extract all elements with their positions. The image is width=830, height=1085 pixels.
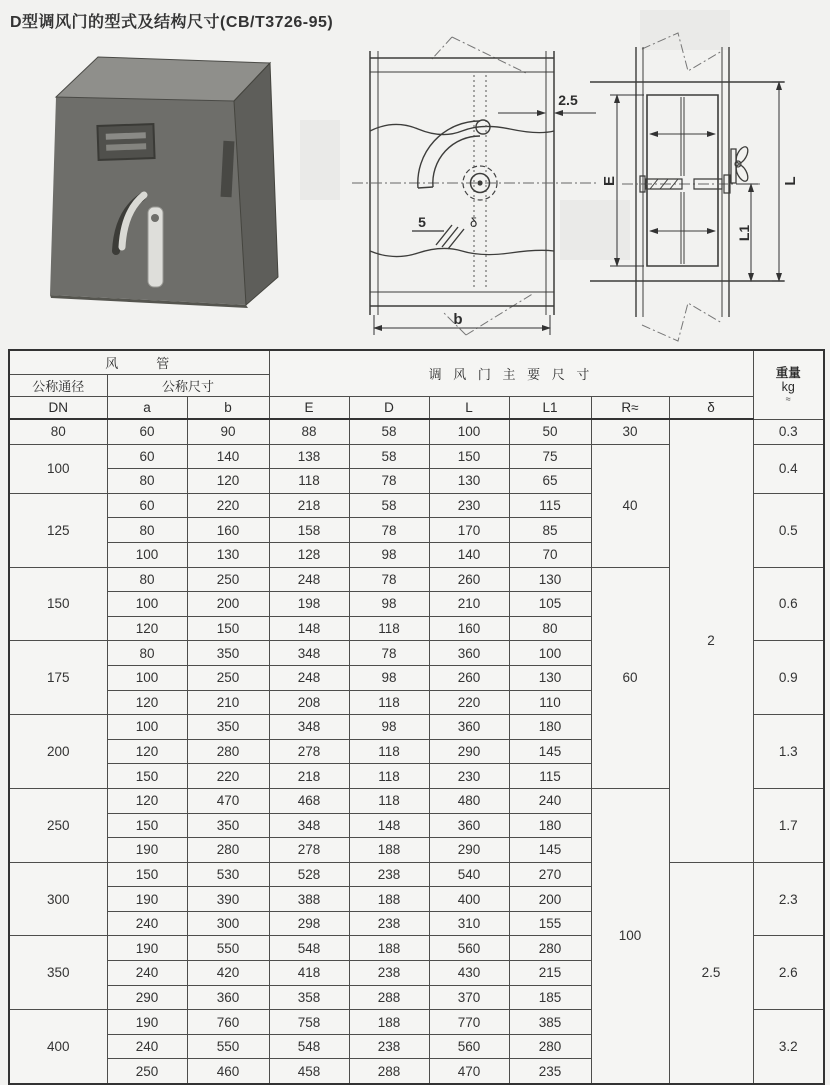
table-cell: 170	[429, 518, 509, 543]
table-cell: 90	[187, 419, 269, 444]
table-header	[9, 350, 824, 419]
damper-photo	[36, 45, 306, 315]
col-header-delta: δ	[669, 397, 753, 420]
table-cell: 290	[107, 985, 187, 1010]
table-cell: 240	[107, 911, 187, 936]
table-cell: 350	[9, 936, 107, 1010]
table-cell: 100	[107, 715, 187, 740]
table-cell: 100	[107, 542, 187, 567]
table-cell: 2.6	[753, 936, 824, 1010]
table-cell: 190	[107, 838, 187, 863]
table-cell: 145	[509, 838, 591, 863]
table-cell: 100	[9, 444, 107, 493]
dim-thickness-label: 2.5	[558, 92, 578, 108]
header-duct: 风 管	[9, 350, 269, 375]
table-cell: 400	[9, 1010, 107, 1084]
table-body	[9, 419, 824, 1084]
table-cell: 50	[509, 419, 591, 444]
table-cell: 238	[349, 961, 429, 986]
table-cell: 420	[187, 961, 269, 986]
table-cell: 100	[591, 788, 669, 1084]
table-cell: 220	[187, 493, 269, 518]
dim-E-label: E	[601, 175, 618, 187]
dim-b-label: b	[453, 311, 463, 328]
table-cell: 348	[269, 641, 349, 666]
table-cell: 550	[187, 1034, 269, 1059]
table-cell: 238	[349, 911, 429, 936]
col-header-dn: DN	[9, 397, 107, 420]
table-cell: 250	[187, 567, 269, 592]
table-cell: 298	[269, 911, 349, 936]
table-cell: 160	[429, 616, 509, 641]
table-cell: 180	[509, 715, 591, 740]
table-cell: 200	[9, 715, 107, 789]
table-cell: 218	[269, 493, 349, 518]
table-cell: 118	[349, 616, 429, 641]
table-cell: 215	[509, 961, 591, 986]
table-cell: 128	[269, 542, 349, 567]
table-cell: 185	[509, 985, 591, 1010]
table-cell: 480	[429, 788, 509, 813]
table-cell: 78	[349, 567, 429, 592]
table-cell: 260	[429, 567, 509, 592]
photo-name-plate	[97, 124, 154, 160]
table-cell: 458	[269, 1059, 349, 1084]
table-cell: 360	[429, 715, 509, 740]
table-cell: 198	[269, 592, 349, 617]
col-header-L1: L1	[509, 397, 591, 420]
table-cell: 150	[107, 813, 187, 838]
table-cell: 130	[509, 567, 591, 592]
table-cell: 238	[349, 1034, 429, 1059]
weight-approx: ≈	[785, 393, 791, 404]
table-cell: 118	[269, 469, 349, 494]
table-cell: 360	[187, 985, 269, 1010]
table-cell: 40	[591, 444, 669, 567]
table-cell: 0.6	[753, 567, 824, 641]
header-main-dims: 调 风 门 主 要 尺 寸	[269, 350, 753, 397]
table-cell: 548	[269, 1034, 349, 1059]
table-cell: 240	[107, 961, 187, 986]
table-cell: 250	[107, 1059, 187, 1084]
table-cell: 770	[429, 1010, 509, 1035]
table-cell: 230	[429, 764, 509, 789]
table-cell: 278	[269, 838, 349, 863]
col-header-L: L	[429, 397, 509, 420]
photo-top-face	[56, 57, 270, 101]
table-cell: 125	[9, 493, 107, 567]
table-cell: 175	[9, 641, 107, 715]
table-cell: 65	[509, 469, 591, 494]
table-cell: 118	[349, 690, 429, 715]
table-cell: 80	[107, 641, 187, 666]
table-cell: 80	[9, 419, 107, 444]
table-cell: 235	[509, 1059, 591, 1084]
dimension-table	[8, 349, 825, 1085]
table-cell: 78	[349, 469, 429, 494]
table-cell: 98	[349, 592, 429, 617]
side-view-drawing	[586, 31, 830, 345]
table-cell: 280	[509, 936, 591, 961]
dim-L1-label: L1	[736, 224, 752, 242]
table-cell: 300	[9, 862, 107, 936]
table-cell: 100	[429, 419, 509, 444]
weight-unit: kg	[781, 379, 795, 394]
table-cell: 30	[591, 419, 669, 444]
col-header-R: R≈	[591, 397, 669, 420]
table-cell: 105	[509, 592, 591, 617]
table-cell: 390	[187, 887, 269, 912]
table-cell: 100	[509, 641, 591, 666]
table-cell: 98	[349, 715, 429, 740]
table-cell: 85	[509, 518, 591, 543]
front-view-drawing	[346, 31, 602, 345]
table-cell: 348	[269, 715, 349, 740]
table-cell: 468	[269, 788, 349, 813]
table-cell: 150	[429, 444, 509, 469]
table-cell: 280	[509, 1034, 591, 1059]
dim-gap-label: 5	[418, 214, 426, 230]
table-cell: 400	[429, 887, 509, 912]
table-cell: 150	[107, 862, 187, 887]
table-cell: 118	[349, 788, 429, 813]
table-cell: 80	[509, 616, 591, 641]
table-cell: 528	[269, 862, 349, 887]
table-cell: 130	[509, 665, 591, 690]
header-dn-label: 公称通径	[9, 375, 107, 397]
table-cell: 2	[669, 419, 753, 862]
table-cell: 188	[349, 838, 429, 863]
table-cell: 138	[269, 444, 349, 469]
table-cell: 148	[269, 616, 349, 641]
table-cell: 130	[429, 469, 509, 494]
table-cell: 100	[107, 665, 187, 690]
table-cell: 238	[349, 862, 429, 887]
table-cell: 118	[349, 764, 429, 789]
table-cell: 248	[269, 665, 349, 690]
table-cell: 88	[269, 419, 349, 444]
table-cell: 155	[509, 911, 591, 936]
table-cell: 60	[107, 419, 187, 444]
table-cell: 1.3	[753, 715, 824, 789]
table-cell: 220	[187, 764, 269, 789]
table-cell: 460	[187, 1059, 269, 1084]
table-cell: 120	[187, 469, 269, 494]
table-cell: 358	[269, 985, 349, 1010]
table-cell: 2.5	[669, 862, 753, 1084]
table-cell: 58	[349, 493, 429, 518]
table-cell: 210	[429, 592, 509, 617]
table-cell: 0.9	[753, 641, 824, 715]
table-cell: 290	[429, 838, 509, 863]
table-cell: 3.2	[753, 1010, 824, 1084]
table-cell: 278	[269, 739, 349, 764]
table-cell: 140	[187, 444, 269, 469]
table-cell: 240	[107, 1034, 187, 1059]
table-cell: 2.3	[753, 862, 824, 936]
table-cell: 150	[107, 764, 187, 789]
table-cell: 200	[187, 592, 269, 617]
table-cell: 288	[349, 1059, 429, 1084]
figures-row	[0, 31, 830, 345]
table-row	[9, 419, 824, 444]
dim-L-label: L	[782, 176, 799, 186]
table-cell: 188	[349, 1010, 429, 1035]
table-cell: 98	[349, 542, 429, 567]
table-cell: 0.5	[753, 493, 824, 567]
table-cell: 360	[429, 641, 509, 666]
table-cell: 550	[187, 936, 269, 961]
table-cell: 230	[429, 493, 509, 518]
table-cell: 240	[509, 788, 591, 813]
table-cell: 190	[107, 936, 187, 961]
table-cell: 350	[187, 641, 269, 666]
table-cell: 190	[107, 887, 187, 912]
table-cell: 130	[187, 542, 269, 567]
table-cell: 430	[429, 961, 509, 986]
table-cell: 140	[429, 542, 509, 567]
table-cell: 60	[107, 444, 187, 469]
table-cell: 160	[187, 518, 269, 543]
table-cell: 560	[429, 1034, 509, 1059]
table-cell: 280	[187, 838, 269, 863]
table-cell: 218	[269, 764, 349, 789]
table-cell: 548	[269, 936, 349, 961]
page-title: D型调风门的型式及结构尺寸(CB/T3726-95)	[10, 14, 334, 31]
table-row	[9, 862, 824, 887]
table-cell: 270	[509, 862, 591, 887]
table-cell: 248	[269, 567, 349, 592]
table-cell: 360	[429, 813, 509, 838]
table-cell: 100	[107, 592, 187, 617]
header-weight	[753, 350, 824, 419]
table-cell: 760	[187, 1010, 269, 1035]
table-cell: 350	[187, 715, 269, 740]
table-cell: 115	[509, 764, 591, 789]
table-cell: 180	[509, 813, 591, 838]
table-cell: 370	[429, 985, 509, 1010]
table-cell: 75	[509, 444, 591, 469]
col-header-D: D	[349, 397, 429, 420]
table-cell: 120	[107, 690, 187, 715]
table-cell: 78	[349, 518, 429, 543]
table-cell: 530	[187, 862, 269, 887]
table-cell: 70	[509, 542, 591, 567]
table-cell: 80	[107, 567, 187, 592]
table-cell: 385	[509, 1010, 591, 1035]
table-cell: 250	[9, 788, 107, 862]
wing-nut	[731, 145, 750, 183]
table-cell: 98	[349, 665, 429, 690]
table-cell: 118	[349, 739, 429, 764]
table-cell: 220	[429, 690, 509, 715]
table-cell: 150	[9, 567, 107, 641]
table-cell: 260	[429, 665, 509, 690]
table-cell: 60	[107, 493, 187, 518]
table-cell: 200	[509, 887, 591, 912]
table-cell: 540	[429, 862, 509, 887]
col-header-E: E	[269, 397, 349, 420]
table-cell: 250	[187, 665, 269, 690]
table-cell: 60	[591, 567, 669, 788]
table-cell: 188	[349, 936, 429, 961]
table-cell: 148	[349, 813, 429, 838]
table-cell: 120	[107, 616, 187, 641]
table-cell: 300	[187, 911, 269, 936]
table-cell: 78	[349, 641, 429, 666]
table-cell: 418	[269, 961, 349, 986]
table-cell: 0.4	[753, 444, 824, 493]
table-cell: 120	[107, 739, 187, 764]
table-cell: 290	[429, 739, 509, 764]
table-cell: 758	[269, 1010, 349, 1035]
table-cell: 190	[107, 1010, 187, 1035]
table-cell: 1.7	[753, 788, 824, 862]
table-cell: 110	[509, 690, 591, 715]
col-header-a: a	[107, 397, 187, 420]
table-cell: 150	[187, 616, 269, 641]
weight-label: 重量	[775, 365, 801, 380]
table-cell: 158	[269, 518, 349, 543]
table-cell: 310	[429, 911, 509, 936]
col-header-b: b	[187, 397, 269, 420]
table-cell: 80	[107, 518, 187, 543]
header-size-label: 公称尺寸	[107, 375, 269, 397]
table-cell: 388	[269, 887, 349, 912]
table-cell: 470	[429, 1059, 509, 1084]
table-cell: 145	[509, 739, 591, 764]
table-cell: 80	[107, 469, 187, 494]
table-cell: 58	[349, 444, 429, 469]
table-cell: 0.3	[753, 419, 824, 444]
table-cell: 470	[187, 788, 269, 813]
dim-delta-label: δ	[470, 215, 478, 230]
table-cell: 120	[107, 788, 187, 813]
table-cell: 280	[187, 739, 269, 764]
table-cell: 208	[269, 690, 349, 715]
table-cell: 188	[349, 887, 429, 912]
table-cell: 58	[349, 419, 429, 444]
table-cell: 350	[187, 813, 269, 838]
handle-arc-slot	[418, 121, 480, 188]
table-cell: 288	[349, 985, 429, 1010]
table-cell: 115	[509, 493, 591, 518]
table-cell: 210	[187, 690, 269, 715]
table-cell: 560	[429, 936, 509, 961]
table-cell: 348	[269, 813, 349, 838]
